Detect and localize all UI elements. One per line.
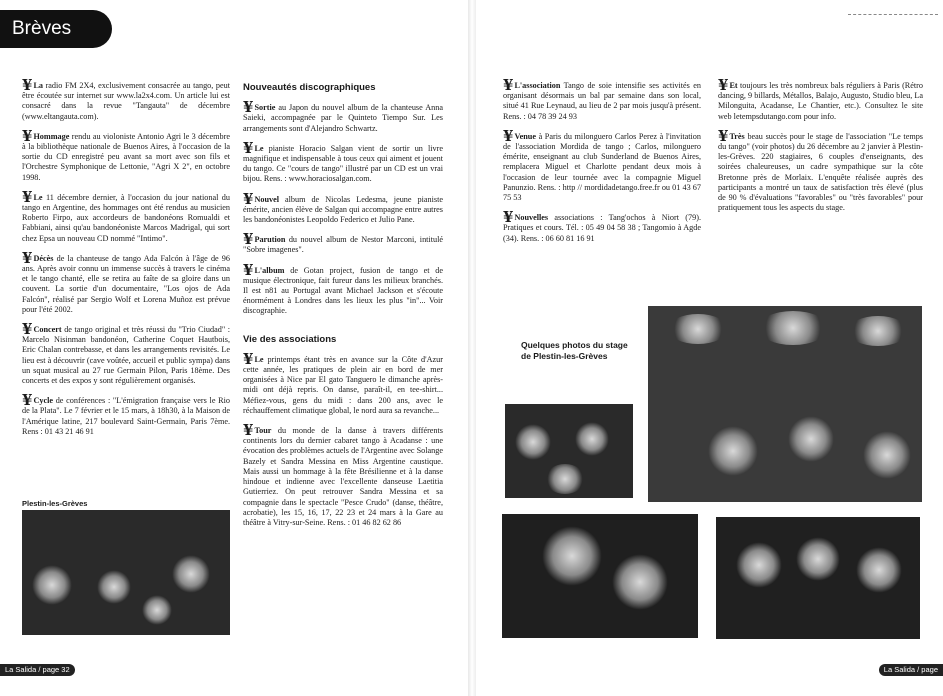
yen-bullet-icon: ¥ bbox=[243, 189, 254, 208]
column-3 bbox=[503, 76, 701, 253]
footer-right: La Salida / page bbox=[879, 664, 943, 676]
news-item: ¥Hommage rendu au violoniste Antonio Agri le 3 décembre à la bibliothèque nationale de Buenos Aires, à l'occasion de la sortie du CD enregistré peu avant sa mort avec son fils et l'Orchestre Symphonique de Lettonie, "Agri X 2", en octobre 1998. bbox=[22, 126, 230, 182]
yen-bullet-icon: ¥ bbox=[22, 320, 33, 339]
yen-bullet-icon: ¥ bbox=[503, 76, 514, 94]
yen-bullet-icon: ¥ bbox=[243, 421, 254, 440]
news-item: ¥La radio FM 2X4, exclusivement consacrée au tango, peut être écoutée sur internet sur www.la2x4.com. Un article lui est consacré dans la revue "Tangauta" de décembre (www.eltangauta.com). bbox=[22, 76, 230, 121]
photo-dance-floor bbox=[716, 517, 920, 639]
yen-bullet-icon: ¥ bbox=[243, 138, 254, 157]
section-tab: Brèves bbox=[0, 10, 112, 48]
news-item: ¥Nouvelles associations : Tang'ochos à Niort (79). Pratiques et cours. Tél. : 05 49 04 58 38 ; Tangomio à Agde (34). Rens. : 06 60 81 16 91 bbox=[503, 208, 701, 243]
top-right-rule bbox=[848, 14, 938, 15]
news-item: ¥Le pianiste Horacio Salgan vient de sortir un livre magnifique et indispensable à tous ceux qui aiment et jouent du tango. Ce "cours de tango" illustré par un CD est un vrai bijou. Rens. : www.horaciosalgan.com. bbox=[243, 138, 443, 184]
news-item: ¥L'album de Gotan project, fusion de tango et de musique électronique, fait fureur dans les milieux branchés. Il est n81 au Portugal avant Michael Jackson et s'écoute énormément à Londres dans les lieux les plus "in"... Voir discographie. bbox=[243, 260, 443, 316]
news-item: ¥Très beau succès pour le stage de l'association "Le temps du tango" (voir photos) du 26 décembre au 2 janvier à Plestin-les-Grèves. 220 stagiaires, 6 couples d'enseignants, des soirées chaleureuses, un cadre sympathique sur la côte Bretonne près de Morlaix. L'enquête réalisée auprès des participants a montré un taux de satisfaction très élevé (plus de 90 % d'évaluations "favorables" ou "très favorables" pour pratiquement tous les aspects du stage. bbox=[718, 126, 923, 213]
photo-dancers-left bbox=[22, 510, 230, 635]
heading-associations: Vie des associations bbox=[243, 333, 337, 345]
yen-bullet-icon: ¥ bbox=[243, 98, 254, 117]
yen-bullet-icon: ¥ bbox=[243, 260, 254, 279]
news-item: ¥Tour du monde de la danse à travers différents continents lors du dernier cabaret tango à Acadanse : une évocation des problèmes actuels de l'Argentine avec Solange Bazely et Sandra Messina en Miss Argentine caustique. Mais aussi un hommage à la fête Brésilienne et à la danse hindoue et indienne avec l'excellente danseuse Laetitia Gutierriez. On peut retrouver Sandra Messina et sa compagnie dans le spectacle "Pesce Crudo" (danse, théâtre, acrobatie), les 15, 16, 17, 22 23 et 24 mars à la Gare au théâtre à Vitry-sur-Seine. Rens. : 01 46 82 62 86 bbox=[243, 421, 443, 527]
page-gutter bbox=[468, 0, 476, 696]
news-item: ¥Le 11 décembre dernier, à l'occasion du jour national du tango en Argentine, des hommages ont été rendus au musicien Roberto Firpo, aux accordeurs de bandonéons Romualdi et Fabbiani, ainsi qu'au bandonéoniste Marcos Madrigal, qui sort chez Epsa un nouveau CD nommé "Intimo". bbox=[22, 187, 230, 243]
yen-bullet-icon: ¥ bbox=[22, 187, 33, 206]
news-item: ¥Venue à Paris du milonguero Carlos Perez à l'invitation de l'association Mordida de tango ; Carlos, milonguero émérite, enseignant au club Sunderland de Buenos Aires, remplacera Miguel et Charlotte pendant deux mois à l'occasion de leur tournée avec la compagnie Miguel Panunzio. Rens. : http // mordidadetango.free.fr ou 01 43 67 75 53 bbox=[503, 126, 701, 203]
news-item: ¥Sortie au Japon du nouvel album de la chanteuse Anna Saieki, accompagnée par le Quinteto Tiempo Sur. Les arrangements sont d'Alejandro Schwartz. bbox=[243, 98, 443, 133]
photo-caption-left: Plestin-les-Grèves bbox=[22, 499, 88, 508]
yen-bullet-icon: ¥ bbox=[503, 208, 514, 227]
news-item: ¥L'association Tango de soie intensifie ses activités en organisant désormais un bal par semaine dans son local, situé 41 Rue Leynaud, au lieu de 2 par mois jusqu'à présent. Rens. : 04 78 39 24 93 bbox=[503, 76, 701, 121]
yen-bullet-icon: ¥ bbox=[718, 126, 729, 145]
news-item: ¥Le printemps étant très en avance sur la Côte d'Azur cette année, les pratiques de plein air en bord de mer organisées à Nice par El gato Tanguero le dimanche après-midi ont déjà repris. On danse, paraît-il, en tee-shirt... Méfiez-vous, gens du midi : dans 200 ans, avec le réchauffement climatique global, le nord aura sa revanche... bbox=[243, 349, 443, 415]
heading-discographie: Nouveautés discographiques bbox=[243, 82, 376, 93]
photo-stage-large bbox=[648, 306, 922, 502]
news-item: ¥Nouvel album de Nicolas Ledesma, jeune pianiste émérite, ancien élève de Salgan qui accompagne entre autres les bandonéonistes Leopoldo Federico et Julio Pane. bbox=[243, 189, 443, 225]
news-item: ¥Cycle de conférences : "L'émigration française vers le Rio de la Plata". Le 7 février et le 15 mars, à 18h30, à la Maison de l'Amérique latine, 217 boulevard Saint-Germain, Paris 7ème. Rens : 01 43 21 46 91 bbox=[22, 391, 230, 436]
footer-left: La Salida / page 32 bbox=[0, 664, 75, 676]
column-2 bbox=[243, 83, 443, 537]
yen-bullet-icon: ¥ bbox=[243, 230, 254, 249]
yen-bullet-icon: ¥ bbox=[22, 391, 33, 410]
news-item: ¥Et toujours les très nombreux bals réguliers à Paris (Rétro dancing, 9 billards, Métallos, Balajo, Augusto, Studio bleu, La Milonguita, Acadanse, Le Chantier, etc.). Consultez le site web letempsdutango.com pour info. bbox=[718, 76, 923, 121]
yen-bullet-icon: ¥ bbox=[243, 349, 254, 368]
yen-bullet-icon: ¥ bbox=[503, 126, 514, 145]
news-item: ¥Décès de la chanteuse de tango Ada Falcón à l'âge de 96 ans. Après avoir connu un immense succès à travers le cinéma et le tango chanté, elle se retira au faîte de sa gloire dans un couvent. La sortie d'un documentaire, "Los ojos de Ada Falcón", réalisé par Sergio Wolf et Lorena Muñoz est prévue pour l'été 2002. bbox=[22, 248, 230, 314]
photo-dancing-couple bbox=[502, 514, 698, 638]
yen-bullet-icon: ¥ bbox=[22, 126, 33, 145]
column-4 bbox=[718, 76, 923, 222]
yen-bullet-icon: ¥ bbox=[22, 76, 33, 94]
photo-caption-right: Quelques photos du stage de Plestin-les-Grèves bbox=[521, 340, 628, 361]
yen-bullet-icon: ¥ bbox=[718, 76, 729, 94]
news-item: ¥Concert de tango original et très réussi du "Trio Ciudad" : Marcelo Nisinman bandonéon, Catherine Coquet Hautbois, Eric Chalan contrebasse, et dans les arrangements revisités. Le lieu est à découvrir (cave voûtée, accueil et public sympa) dans un squat musical au 27 rue Germain Pilon, Paris 18ème. Des concerts et des expos y sont régulièrement organisés. bbox=[22, 320, 230, 386]
news-item: ¥Parution du nouvel album de Nestor Marconi, intitulé "Sobre imagenes". bbox=[243, 230, 443, 255]
yen-bullet-icon: ¥ bbox=[22, 248, 33, 267]
column-1 bbox=[22, 76, 230, 446]
photo-couple-small bbox=[505, 404, 633, 498]
